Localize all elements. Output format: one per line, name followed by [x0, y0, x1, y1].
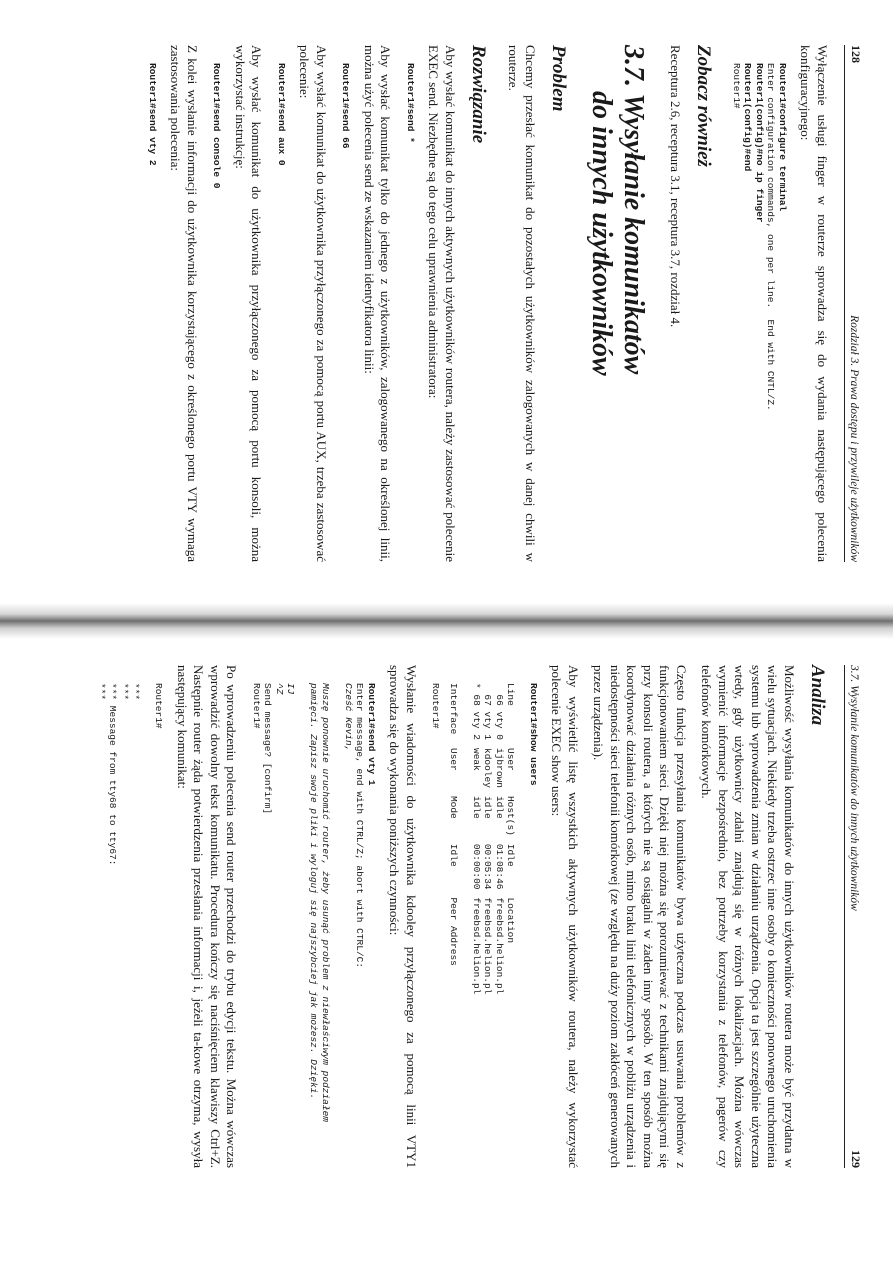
code-line: Enter message, end with CTRL/Z; abort with CTRL/C: [354, 683, 366, 969]
code-line: Router1#send vty 2 [147, 63, 158, 166]
table-cell: 01:08:46 [494, 843, 505, 890]
table-cell: idle [471, 795, 482, 819]
left-page [0, 0, 893, 612]
code-line: IJ [285, 683, 297, 695]
solution-paragraph: Aby wysłać komunikat do użytkownika przyłączonego za pomocą portu konsoli, można wykorzystać instrukcję: [233, 45, 265, 562]
problem-heading: Problem [548, 45, 569, 112]
table-cell: freebsd.helion.pl [494, 897, 505, 995]
table-row [494, 683, 506, 1002]
running-head-left: Rozdział 3. Prawa dostępu i przywileje użytkowników [848, 315, 860, 562]
solution-paragraph: Aby wysłać komunikat do innych aktywnych użytkowników routera, należy zastosować polecenie EXEC send. Niezbędne są do tego celu uprawnienia administratora: [426, 45, 458, 562]
column-header: Idle [505, 843, 517, 867]
code-line [142, 683, 154, 1168]
show-users-table [448, 683, 517, 1002]
code-send-all [405, 63, 417, 562]
column-header: Location [505, 897, 517, 944]
table-cell: ijbrown [494, 748, 505, 788]
table-cell: 00:05:34 [482, 843, 494, 890]
column-header: Host(s) [505, 795, 517, 836]
table-cell: 66 vty 0 [494, 683, 505, 741]
code-line: Muszę ponownie uruchomić router, żeby usunąć problem z niewłaściwym podziałem [320, 683, 331, 1122]
code-line: *** [130, 683, 142, 701]
code-line: Cześć Kevin, [343, 683, 354, 752]
code-line: Router1#send console 0 [211, 63, 223, 189]
code-send-aux [276, 63, 288, 562]
page-number-left: 128 [849, 45, 863, 63]
code-send-66 [340, 63, 352, 562]
table-cell: freebsd.helion.pl [482, 897, 494, 995]
code-line: *** Message from tty68 to tty67: [107, 683, 119, 866]
table-cell: idle [494, 795, 505, 819]
running-head-right: 3.7. Wysyłanie komunikatów do innych użytkowników [848, 665, 860, 911]
table-row [471, 683, 483, 1002]
table-cell: * 68 vty 2 [471, 683, 482, 741]
code-line: Router1# [153, 683, 165, 729]
show-users-prompt [430, 683, 442, 1168]
column-header: Interface [448, 683, 459, 735]
section-title-line-1: 3.7. Wysyłanie komunikatów [618, 45, 649, 375]
table-cell: 00:00:00 [471, 843, 482, 890]
solution-paragraph: Aby wysłać komunikat do użytkownika przyłączonego za pomocą portu AUX, trzeba zastosować polecenie: [297, 45, 329, 562]
page-number-right: 129 [849, 1150, 863, 1168]
send-message-code-block [251, 683, 378, 1168]
code-line: Router1(config)#end [742, 63, 754, 172]
code-line: Enter configuration commands, one per line. End with CNTL/Z. [765, 63, 777, 411]
table-header-row [505, 683, 517, 1002]
running-header-left [844, 45, 863, 562]
analysis-paragraph: Aby wyświetlić listę wszystkich aktywnych użytkowników routera, należy wykorzystać polecenie EXEC show users: [549, 665, 581, 1168]
code-line: Router1# [731, 63, 742, 109]
analysis-paragraph: Po wprowadzeniu polecenia send router przechodzi do trybu edycji tekstu. Można wówczas wprowadzić dowolny tekst komunikatu. Procedura kończy się naciśnięciem klawiszy Ctrl+Z. Następnie router żąda potwierdzenia przesłania informacji i, jeżeli ta-kowe otrzyma, wysyła następujący komunikat: [175, 665, 240, 1168]
code-line [331, 683, 343, 1168]
column-header: Peer Address [448, 897, 459, 966]
running-header-right [844, 665, 863, 1168]
code-line: Router1(config)#no ip finger [754, 63, 765, 223]
column-header: Mode [448, 795, 459, 819]
analysis-paragraph: Wysłanie wiadomości do użytkownika kdooley przyłączonego za pomocą linii VTY1 sprowadza się do wykonania poniższych czynności: [387, 665, 419, 1168]
solution-paragraph: Aby wysłać komunikat tylko do jednego z użytkowników, zalogowanego na określonej linii, można użyć polecenia send ze wskazaniem identyfikatora linii: [362, 45, 394, 562]
code-line: Router1#send vty 1 [366, 683, 377, 786]
column-header: User [505, 748, 517, 771]
code-line: Router1#configure terminal [777, 63, 788, 212]
code-line: Router1# [251, 683, 262, 729]
code-line: Send message? [confirm] [262, 683, 274, 815]
section-title [585, 45, 649, 562]
analysis-paragraph: Możliwość wysyłania komunikatów do innych użytkowników routera może być przydatna w wielu sytuacjach. Niekiedy trzeba ostrzec inne osoby o konieczności ponownego uruchomienia systemu lub wprowadzenia zmian w działaniu urządzenia. Opcja ta jest szczególnie użyteczna wtedy, gdy użytkownicy zdalni znajdują się w różnych lokalizacjach. Można wówczas wymienić informacje bezpośrednio, bez potrzeby korzystania z telefonów, pagerów czy telefonów komórkowych. [699, 665, 797, 1168]
table-header-row [448, 683, 460, 1002]
section-title-line-2: do innych użytkowników [586, 91, 617, 376]
problem-text: Chcemy przesłać komunikat do pozostałych użytkowników zalogowanych w danej chwili w routerze. [506, 45, 538, 562]
table-row [482, 683, 494, 1002]
code-line: Router1#send aux 0 [276, 63, 287, 166]
table-cell: kdooley [482, 748, 494, 788]
book-gutter-shadow [0, 603, 893, 639]
code-line: Router1# [430, 683, 442, 729]
column-header: User [448, 748, 459, 771]
intro-paragraph: Wyłączenie usługi finger w routerze sprowadza się do wydania następującego polecenia konfiguracyjnego: [798, 45, 830, 562]
code-line: Router1#send 66 [340, 63, 352, 149]
right-page [0, 635, 893, 1263]
analysis-paragraph: Często funkcja przesyłania komunikatów bywa użyteczna podczas usuwania problemów z funkcjonowaniem sieci. Dzięki niej można się porozumiewać z technikami znajdującymi się przy konsoli routera, a których nie są osiągalni w żaden inny sposób. W ten sposób można koordynować działania różnych osób, mimo braku linii telefonicznych w pobliżu urządzenia i niedostępności sieci telefonii komórkowej (ze względu na duży poziom zakłóceń generowanych przez urządzenia). [591, 665, 689, 1168]
received-message-code-block [96, 683, 165, 1168]
table-cell: 67 vty 1 [482, 683, 494, 741]
table-cell: idle [482, 795, 494, 819]
see-also-heading: Zobacz również [693, 45, 715, 167]
code-line: ^Z [274, 683, 285, 695]
table-row-spacer [459, 683, 471, 1002]
config-code-block [731, 63, 789, 562]
table-cell: weak [471, 748, 482, 771]
solution-heading: Rozwiązanie [468, 45, 489, 144]
table-cell: freebsd.helion.pl [471, 897, 482, 995]
show-users-command [528, 683, 540, 1168]
code-line: *** [96, 683, 107, 701]
code-line: *** [119, 683, 130, 701]
solution-paragraph: Z kolei wysłanie informacji do użytkownika korzystającego z określonego portu VTY wymaga zastosowania polecenia: [168, 45, 200, 562]
code-send-console [211, 63, 223, 562]
code-line: Router1#show users [528, 683, 539, 786]
code-line [297, 683, 309, 1168]
column-header: Line [505, 683, 517, 706]
see-also-text: Receptura 2.6, receptura 3.1, receptura 3.7, rozdział 4. [668, 45, 684, 328]
code-line: pamięci. Zapisz swoje pliki i wyloguj się najszybciej jak możesz. Dzięki. [308, 683, 320, 1100]
analysis-heading: Analiza [807, 665, 828, 726]
column-header: Idle [448, 843, 459, 867]
code-send-vty [147, 63, 159, 562]
code-line: Router1#send * [405, 63, 416, 143]
